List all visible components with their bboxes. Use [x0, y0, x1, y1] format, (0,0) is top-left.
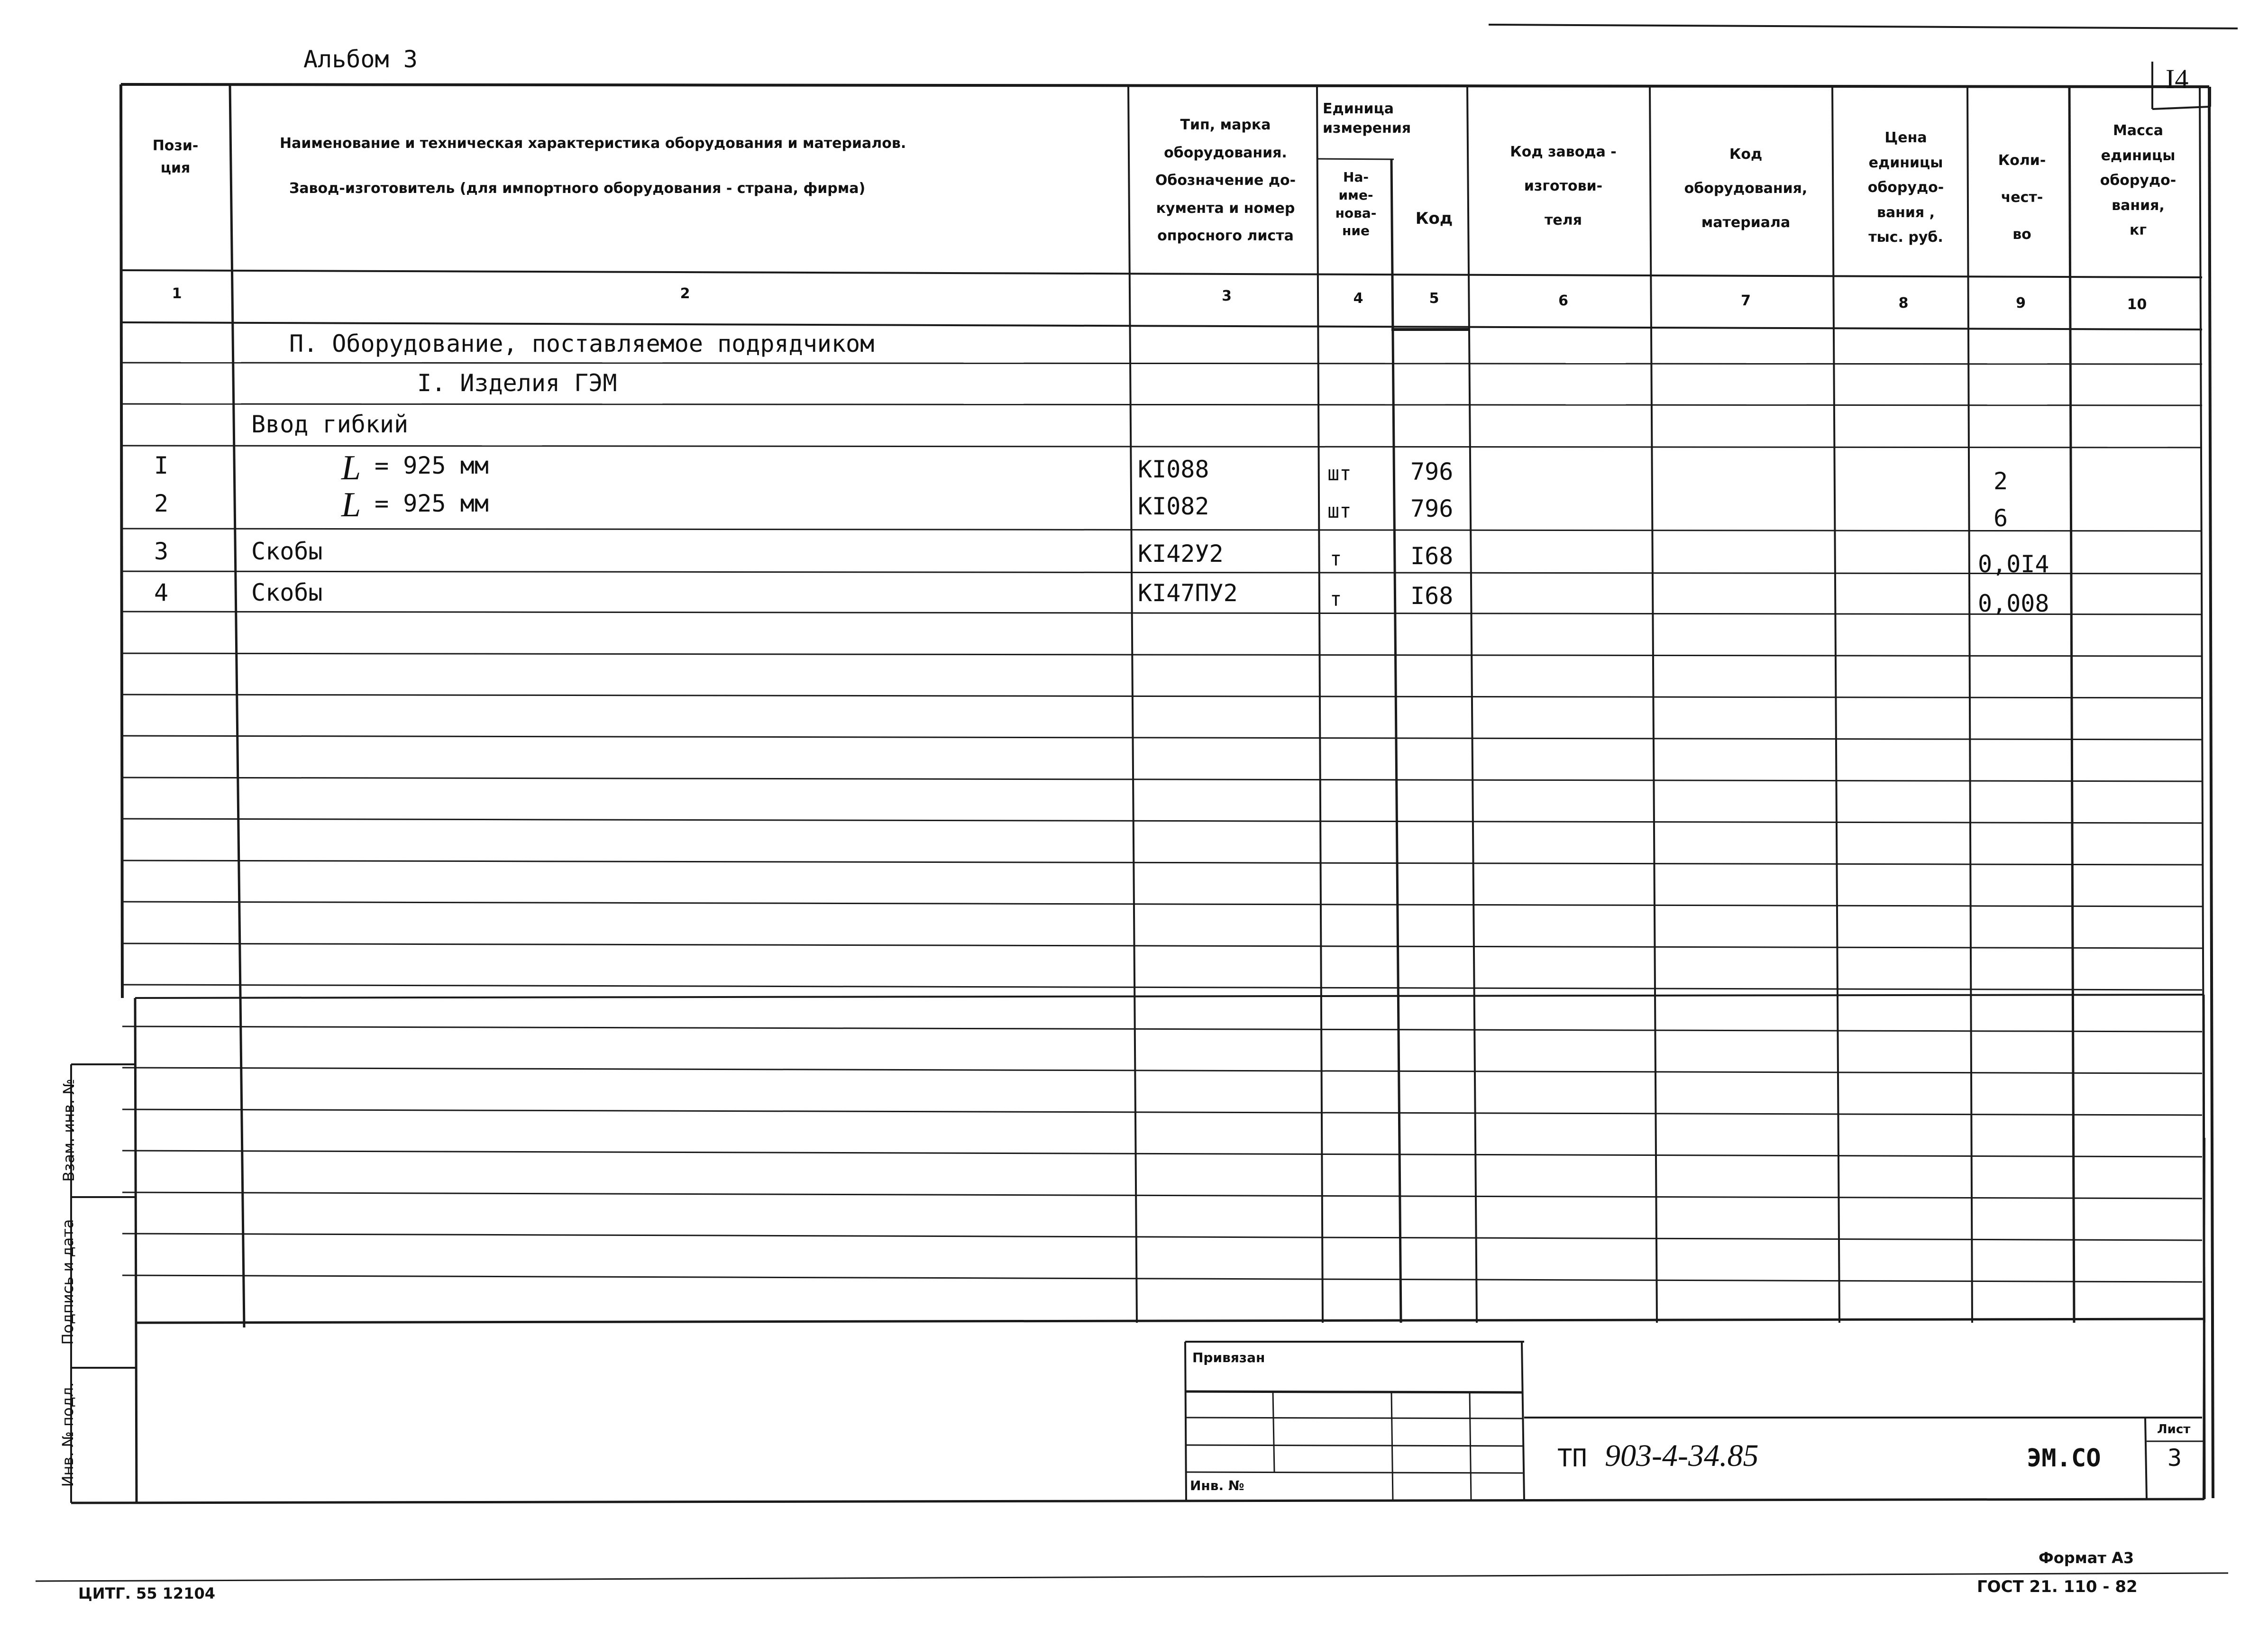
- row-length-symbol: L: [341, 448, 361, 487]
- header-type: Тип, марка оборудования. Обозначение до- кумента и номер опросного листа: [1155, 117, 1296, 244]
- header-mass: Масса единицы оборудо- вания, кг: [2100, 122, 2177, 238]
- header-plant-code: Код завода - изготови- теля: [1510, 144, 1617, 229]
- privyazan-label: Привязан: [1192, 1350, 1265, 1365]
- row-unit-code: 796: [1410, 495, 1454, 522]
- row-name: = 925 мм: [375, 490, 489, 517]
- row-unit-code: 796: [1410, 458, 1454, 485]
- row-unit: шт: [1327, 499, 1352, 522]
- header-unit-name: На- име- нова- ние: [1335, 169, 1377, 239]
- column-number-8: 8: [1898, 295, 1909, 311]
- sheet-label: Лист: [2157, 1422, 2191, 1437]
- header-quantity: Коли- чест- во: [1998, 152, 2046, 243]
- album-label: Альбом 3: [303, 46, 418, 73]
- row-position: 3: [154, 538, 169, 565]
- side-stamp-inventory-original: Инв. № подл.: [59, 1382, 77, 1487]
- header-unit-code: Код: [1415, 209, 1453, 228]
- side-stamp-replacement-inventory: Взам. инв. №: [60, 1079, 78, 1182]
- row-unit: шт: [1327, 462, 1352, 485]
- row-position: 4: [154, 579, 169, 606]
- column-number-9: 9: [2016, 295, 2026, 311]
- footer-format: Формат А3: [2039, 1549, 2134, 1567]
- header-price: Цена единицы оборудо- вания , тыс. руб.: [1867, 129, 1944, 246]
- row-type: КI47ПУ2: [1138, 579, 1238, 607]
- page-number: I4: [2166, 64, 2189, 94]
- row-type: КI42У2: [1138, 540, 1224, 567]
- row-name: = 925 мм: [375, 452, 489, 479]
- title-block-lines: [1185, 1342, 2204, 1501]
- header-equipment-code: Код оборудования, материала: [1684, 146, 1808, 231]
- header-name-line1: Наименование и техническая характеристика оборудования и материалов.: [280, 135, 906, 152]
- column-number-1: 1: [172, 285, 182, 302]
- subsection-title: I. Изделия ГЭМ: [417, 369, 617, 397]
- row-quantity: 2: [1994, 467, 2008, 495]
- row-unit: т: [1330, 587, 1342, 611]
- row-position: 2: [154, 490, 169, 517]
- row-unit-code: I68: [1410, 582, 1454, 610]
- doc-prefix: ТП: [1557, 1444, 1587, 1473]
- side-stamp-signature-date: Подпись и дата: [59, 1219, 77, 1345]
- doc-code: ЭМ.СО: [2027, 1444, 2101, 1473]
- header-name-line2: Завод-изготовитель (для импортного оборудования - страна, фирма): [289, 180, 866, 197]
- header-unit-group: Единица измерения: [1323, 101, 1411, 137]
- row-type: КI082: [1138, 493, 1209, 520]
- row-position: I: [154, 452, 169, 479]
- row-name: Скобы: [251, 579, 323, 606]
- row-quantity: 0,0I4: [1978, 550, 2049, 578]
- header-position: Пози- ция: [152, 137, 199, 176]
- row-name: Скобы: [251, 538, 323, 565]
- row-quantity: 6: [1994, 504, 2008, 532]
- column-number-6: 6: [1558, 293, 1568, 309]
- doc-number: 903-4-34.85: [1605, 1438, 1759, 1473]
- column-number-2: 2: [680, 285, 690, 302]
- row-length-symbol: L: [341, 485, 361, 524]
- column-number-10: 10: [2127, 296, 2147, 313]
- column-number-5: 5: [1429, 290, 1439, 307]
- row-unit: т: [1330, 547, 1342, 570]
- section-title: П. Оборудование, поставляемое подрядчиком: [289, 330, 875, 357]
- column-number-3: 3: [1222, 288, 1232, 304]
- group-title: Ввод гибкий: [251, 411, 409, 438]
- footer-code: ЦИТГ. 55 12104: [78, 1584, 215, 1602]
- side-stamp-lines: [71, 1064, 135, 1503]
- row-quantity: 0,008: [1978, 590, 2049, 617]
- column-number-7: 7: [1741, 293, 1751, 309]
- footer-gost: ГОСТ 21. 110 - 82: [1977, 1577, 2138, 1596]
- row-type: КI088: [1138, 456, 1209, 483]
- column-number-4: 4: [1353, 290, 1363, 307]
- inventory-number-label: Инв. №: [1190, 1478, 1244, 1493]
- sheet-number: 3: [2167, 1444, 2182, 1472]
- row-unit-code: I68: [1410, 542, 1454, 570]
